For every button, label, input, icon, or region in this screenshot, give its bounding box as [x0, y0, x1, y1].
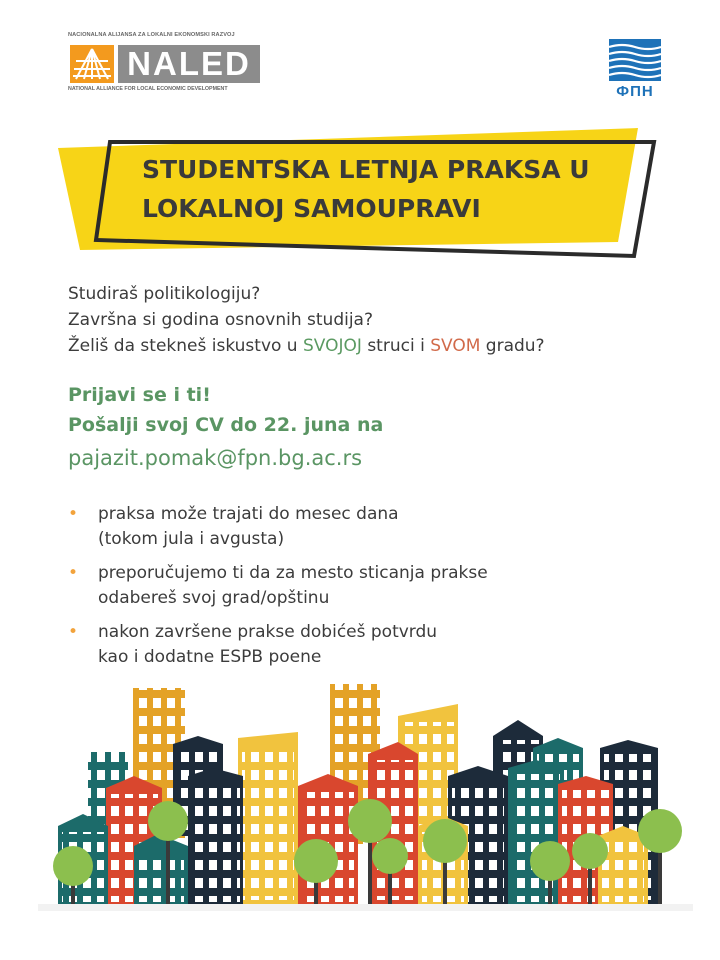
naled-top-text: NACIONALNA ALIJANSA ZA LOKALNI EKONOMSKI RAZVOJ — [68, 32, 235, 38]
bullet-3-line2: kao i dodatne ESPB poene — [98, 647, 322, 667]
list-item — [68, 620, 668, 670]
fpn-wordmark: ФПН — [616, 83, 654, 100]
banner-title — [142, 150, 612, 228]
bullet-dot-icon: • — [68, 504, 79, 524]
naled-wordmark: NALED — [118, 45, 260, 83]
question-3-mid: struci i — [361, 336, 431, 356]
highlight-svom: SVOM — [430, 336, 481, 356]
naled-logo — [68, 32, 260, 96]
naled-bottom-text: NATIONAL ALLIANCE FOR LOCAL ECONOMIC DEVELOPMENT — [68, 86, 228, 92]
info-bullet-list — [68, 502, 668, 679]
title-banner — [50, 122, 660, 262]
fpn-logo — [609, 39, 661, 103]
bullet-3-line1: nakon završene prakse dobićeš potvrdu — [98, 622, 438, 642]
bullet-1-line1: praksa može trajati do mesec dana — [98, 504, 399, 524]
highlight-svojoj: SVOJOJ — [303, 336, 362, 356]
apply-heading: Prijavi se i ti! — [68, 384, 211, 406]
question-2: Završna si godina osnovnih studija? — [68, 310, 373, 330]
apply-section — [68, 380, 668, 475]
naled-emblem-icon — [70, 45, 114, 83]
list-item — [68, 502, 668, 552]
question-3-end: gradu? — [480, 336, 545, 356]
question-3 — [68, 333, 688, 359]
city-skyline-icon — [38, 676, 693, 911]
bullet-1-line2: (tokom jula i avgusta) — [98, 529, 285, 549]
question-1: Studiraš politikologiju? — [68, 284, 261, 304]
city-skyline-illustration — [38, 676, 693, 911]
bullet-dot-icon: • — [68, 563, 79, 583]
apply-instruction: Pošalji svoj CV do 22. juna na — [68, 414, 384, 436]
list-item — [68, 561, 668, 611]
apply-email-link[interactable]: pajazit.pomak@fpn.bg.ac.rs — [68, 446, 363, 470]
intro-questions — [68, 281, 688, 359]
banner-title-line1: STUDENTSKA LETNJA PRAKSA U — [142, 155, 590, 184]
bullet-dot-icon: • — [68, 622, 79, 642]
banner-title-line2: LOKALNOJ SAMOUPRAVI — [142, 194, 481, 223]
question-3-start: Želiš da stekneš iskustvo u — [68, 336, 303, 356]
bullet-2-line2: odabereš svoj grad/opštinu — [98, 588, 330, 608]
bullet-2-line1: preporučujemo ti da za mesto sticanja prakse — [98, 563, 488, 583]
fpn-waves-icon — [609, 39, 661, 81]
